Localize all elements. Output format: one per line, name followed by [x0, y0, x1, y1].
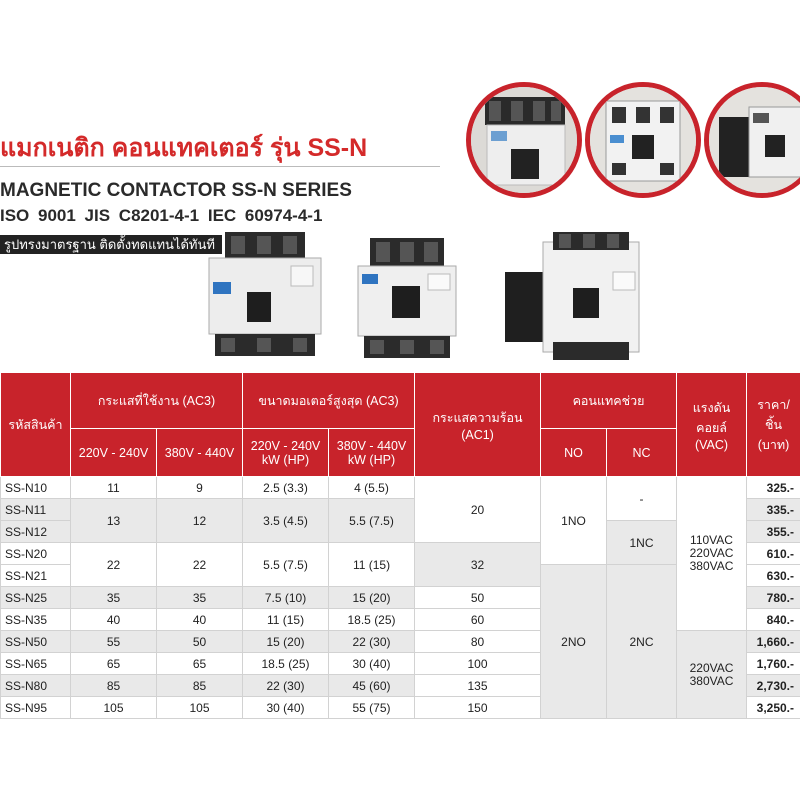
motor-220: 2.5 (3.3) — [243, 477, 329, 499]
detail-photo-side — [704, 82, 800, 198]
price: 325.- — [747, 477, 800, 499]
header-current: กระแสที่ใช้งาน (AC3) — [71, 373, 243, 429]
thermal-current: 150 — [415, 697, 541, 719]
current-220: 11 — [71, 477, 157, 499]
header-price: ราคา/ชิ้น (บาท) — [747, 373, 800, 477]
motor-220: 22 (30) — [243, 675, 329, 697]
aux-nc: 2NC — [607, 565, 677, 719]
current-380: 50 — [157, 631, 243, 653]
motor-380: 11 (15) — [329, 543, 415, 587]
product-code: SS-N11 — [1, 499, 71, 521]
header-coil: แรงดันคอยล์ (VAC) — [677, 373, 747, 477]
header-thermal: กระแสความร้อน (AC1) — [415, 373, 541, 477]
current-220: 13 — [71, 499, 157, 543]
aux-nc: 1NC — [607, 521, 677, 565]
contactor-terminals-image — [471, 87, 577, 193]
thermal-current: 100 — [415, 653, 541, 675]
motor-380: 4 (5.5) — [329, 477, 415, 499]
current-220: 85 — [71, 675, 157, 697]
current-220: 105 — [71, 697, 157, 719]
product-code: SS-N65 — [1, 653, 71, 675]
price: 840.- — [747, 609, 800, 631]
product-photo-1 — [205, 232, 325, 363]
motor-380: 18.5 (25) — [329, 609, 415, 631]
product-code: SS-N20 — [1, 543, 71, 565]
price: 1,760.- — [747, 653, 800, 675]
current-380: 35 — [157, 587, 243, 609]
header-nc: NC — [607, 429, 677, 477]
motor-220: 15 (20) — [243, 631, 329, 653]
price: 335.- — [747, 499, 800, 521]
product-photo-2 — [352, 238, 462, 365]
title-divider — [0, 166, 440, 167]
spec-table — [0, 372, 800, 719]
current-220: 40 — [71, 609, 157, 631]
product-code: SS-N50 — [1, 631, 71, 653]
current-380: 105 — [157, 697, 243, 719]
motor-220: 7.5 (10) — [243, 587, 329, 609]
product-code: SS-N35 — [1, 609, 71, 631]
header-current-380: 380V - 440V — [157, 429, 243, 477]
motor-220: 3.5 (4.5) — [243, 499, 329, 543]
thermal-current: 20 — [415, 477, 541, 543]
header-motor-220: 220V - 240V kW (HP) — [243, 429, 329, 477]
contactor-image — [352, 238, 462, 360]
current-220: 55 — [71, 631, 157, 653]
header-current-220: 220V - 240V — [71, 429, 157, 477]
motor-220: 11 (15) — [243, 609, 329, 631]
product-code: SS-N10 — [1, 477, 71, 499]
motor-220: 18.5 (25) — [243, 653, 329, 675]
coil-voltage: 110VAC 220VAC 380VAC — [677, 477, 747, 631]
product-code: SS-N95 — [1, 697, 71, 719]
header-no: NO — [541, 429, 607, 477]
aux-no: 1NO — [541, 477, 607, 565]
current-220: 22 — [71, 543, 157, 587]
price: 2,730.- — [747, 675, 800, 697]
current-220: 65 — [71, 653, 157, 675]
motor-380: 45 (60) — [329, 675, 415, 697]
current-380: 9 — [157, 477, 243, 499]
coil-voltage: 220VAC 380VAC — [677, 631, 747, 719]
motor-220: 5.5 (7.5) — [243, 543, 329, 587]
product-code: SS-N21 — [1, 565, 71, 587]
thermal-current: 135 — [415, 675, 541, 697]
product-photo-3 — [503, 232, 643, 367]
current-380: 12 — [157, 499, 243, 543]
motor-380: 15 (20) — [329, 587, 415, 609]
current-380: 22 — [157, 543, 243, 587]
product-code: SS-N12 — [1, 521, 71, 543]
header-motor-380: 380V - 440V kW (HP) — [329, 429, 415, 477]
contactor-side-image — [709, 87, 800, 193]
header-aux: คอนแทคช่วย — [541, 373, 677, 429]
header-code: รหัสสินค้า — [1, 373, 71, 477]
aux-no: 2NO — [541, 565, 607, 719]
current-380: 40 — [157, 609, 243, 631]
motor-380: 22 (30) — [329, 631, 415, 653]
thermal-current: 50 — [415, 587, 541, 609]
product-code: SS-N25 — [1, 587, 71, 609]
page-title-thai: แมกเนติก คอนแทคเตอร์ รุ่น SS-N — [0, 134, 368, 162]
thermal-current: 60 — [415, 609, 541, 631]
product-code: SS-N80 — [1, 675, 71, 697]
contactor-front-image — [590, 87, 696, 193]
standards-line: ISO 9001 JIS C8201-4-1 IEC 60974-4-1 — [0, 206, 323, 225]
thermal-current: 32 — [415, 543, 541, 587]
detail-photo-front — [585, 82, 701, 198]
current-220: 35 — [71, 587, 157, 609]
page-title-english: MAGNETIC CONTACTOR SS-N SERIES — [0, 180, 352, 201]
motor-220: 30 (40) — [243, 697, 329, 719]
price: 3,250.- — [747, 697, 800, 719]
motor-380: 30 (40) — [329, 653, 415, 675]
thermal-current: 80 — [415, 631, 541, 653]
price: 780.- — [747, 587, 800, 609]
current-380: 65 — [157, 653, 243, 675]
price: 630.- — [747, 565, 800, 587]
price: 355.- — [747, 521, 800, 543]
motor-380: 5.5 (7.5) — [329, 499, 415, 543]
contactor-image — [205, 232, 325, 358]
current-380: 85 — [157, 675, 243, 697]
aux-nc: - — [607, 477, 677, 521]
price: 1,660.- — [747, 631, 800, 653]
detail-photo-top — [466, 82, 582, 198]
price: 610.- — [747, 543, 800, 565]
header-motor: ขนาดมอเตอร์สูงสุด (AC3) — [243, 373, 415, 429]
motor-380: 55 (75) — [329, 697, 415, 719]
tagline-banner: รูปทรงมาตรฐาน ติดตั้งทดแทนได้ทันที — [0, 235, 222, 254]
contactor-image — [503, 232, 643, 362]
